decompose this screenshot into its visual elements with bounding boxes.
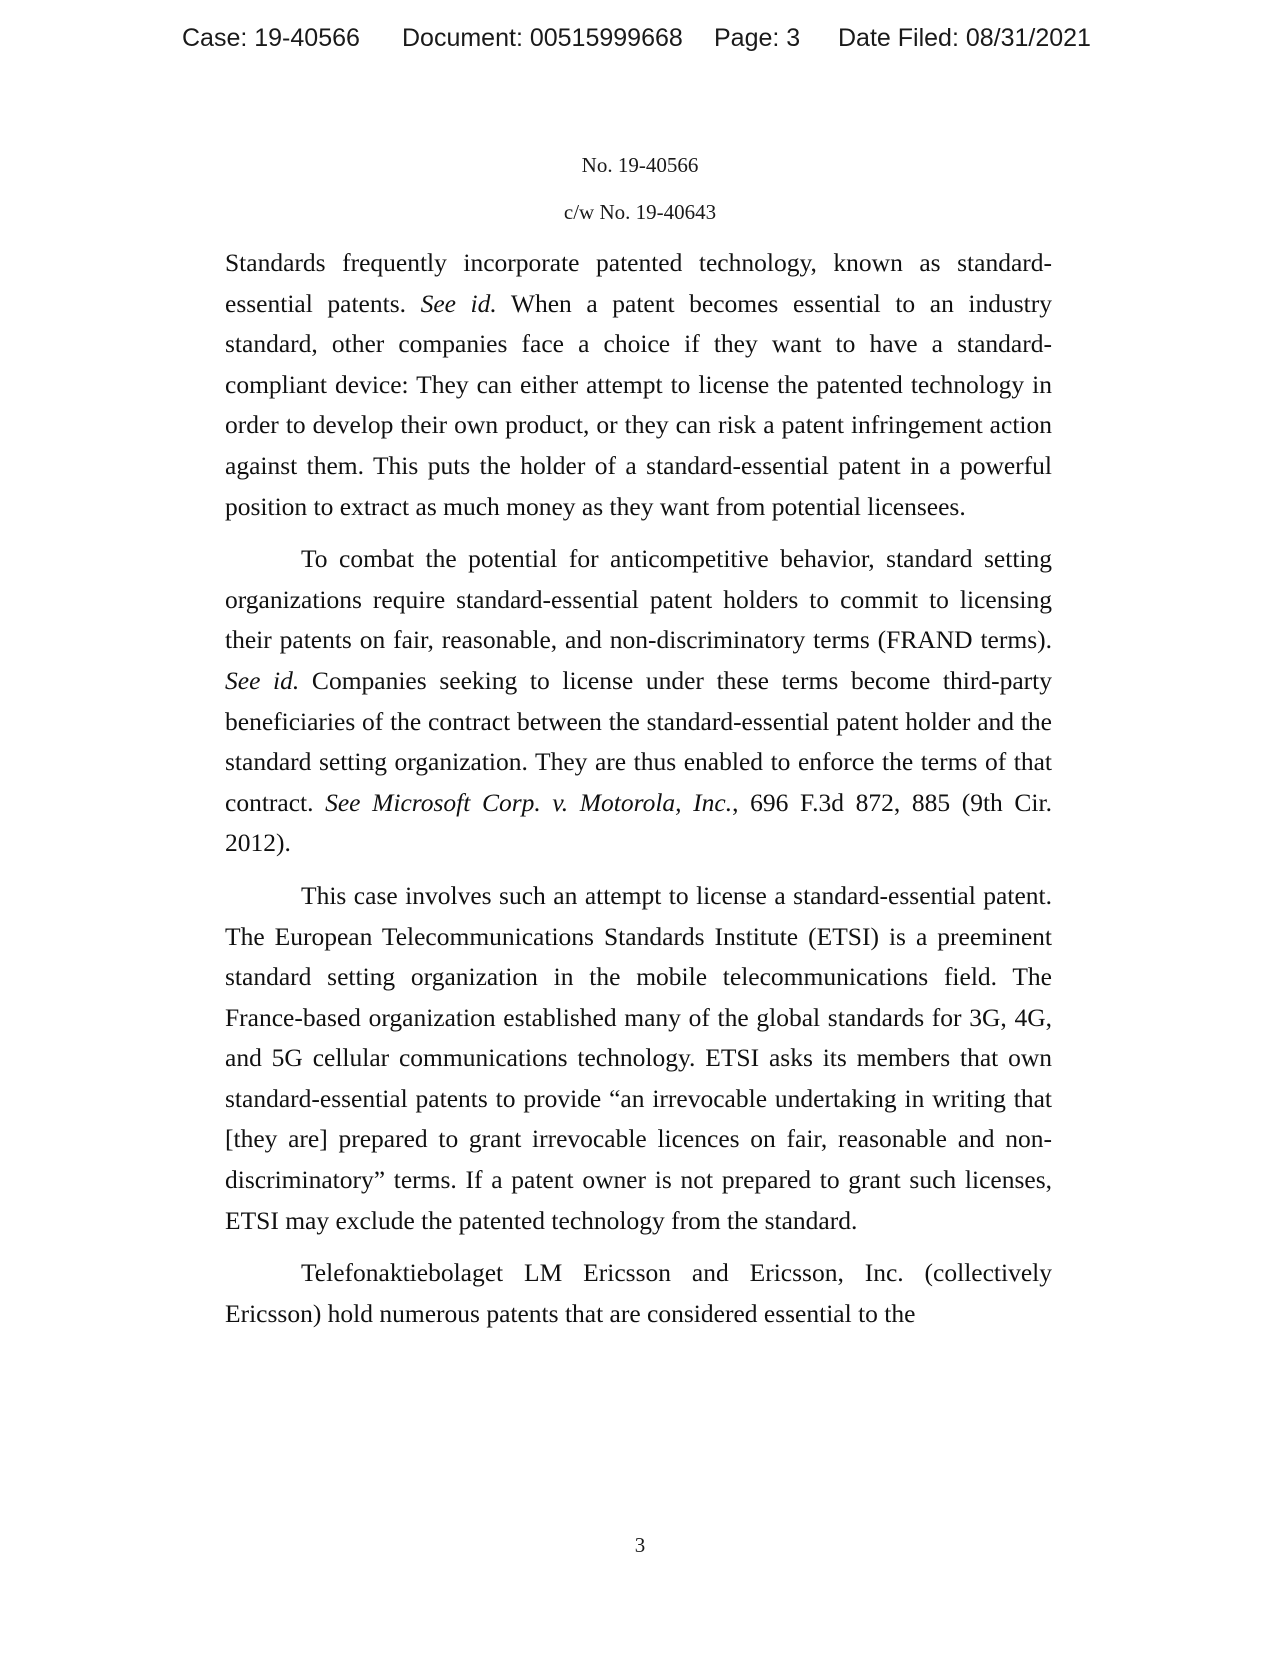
paragraph-1 (225, 243, 1052, 527)
paragraph-3-segment-1: This case involves such an attempt to license a standard-essential patent. The European Telecommunications Standards Institute (ETSI) is a preeminent standard setting organization in the mobile telecommunications field. The France-based organization established many of the global standards for 3G, 4G, and 5G cellular communications technology. ETSI asks its members that own standard-essential patents to provide “an irrevocable undertaking in writing that [they are] prepared to grant irrevocable licences on fair, reasonable and non-discriminatory” terms. If a patent owner is not prepared to grant such licenses, ETSI may exclude the patented technology from the standard. (225, 880, 1052, 1235)
opinion-body (225, 243, 1052, 1346)
header-document-number: Document: 00515999668 (402, 24, 683, 52)
docket-number: No. 19-40566 (581, 153, 699, 177)
paragraph-2-citation-reporter: , 696 F.3d 872, 885 (9th Cir. 2012). (225, 787, 1052, 858)
paragraph-2-segment-3: Companies seeking to license under these terms become third-party beneficiaries of the contract between the standard-essential patent holder and the standard setting organization. They are thus enabled to enforce the terms of that contract. (225, 665, 1052, 817)
header-date-filed: Date Filed: 08/31/2021 (838, 24, 1091, 52)
page-footer-number: 3 (634, 1533, 646, 1557)
paragraph-1-segment-1: Standards frequently incorporate patented technology, known as standard-essential patents. (225, 248, 1052, 318)
paragraph-1-citation-see-id: See id. (420, 288, 497, 318)
paragraph-2-citation-case-name: See Microsoft Corp. v. Motorola, Inc. (325, 787, 733, 817)
paragraph-4 (225, 1253, 1052, 1334)
paragraph-2-segment-1: To combat the potential for anticompetitive behavior, standard setting organizations require standard-essential patent holders to commit to licensing their patents on fair, reasonable, and non-discriminatory terms (FRAND terms). (225, 544, 1052, 655)
header-page-number: Page: 3 (714, 24, 801, 52)
paragraph-4-segment-1: Telefonaktiebolaget LM Ericsson and Ericsson, Inc. (collectively Ericsson) hold numerous patents that are considered essential to the (225, 1258, 1052, 1328)
paragraph-2-citation-see-id: See id. (225, 665, 300, 695)
paragraph-3 (225, 876, 1052, 1241)
consolidated-docket-number: c/w No. 19-40643 (563, 200, 717, 224)
paragraph-2 (225, 539, 1052, 864)
filing-header (182, 20, 1091, 56)
header-case-number: Case: 19-40566 (182, 24, 360, 52)
paragraph-1-segment-3: When a patent becomes essential to an industry standard, other companies face a choice if they want to have a standard-compliant device: They can either attempt to license the patented technology in order to develop their own product, or they can risk a patent infringement action against them. This puts the holder of a standard-essential patent in a powerful position to extract as much money as they want from potential licensees. (225, 288, 1052, 521)
